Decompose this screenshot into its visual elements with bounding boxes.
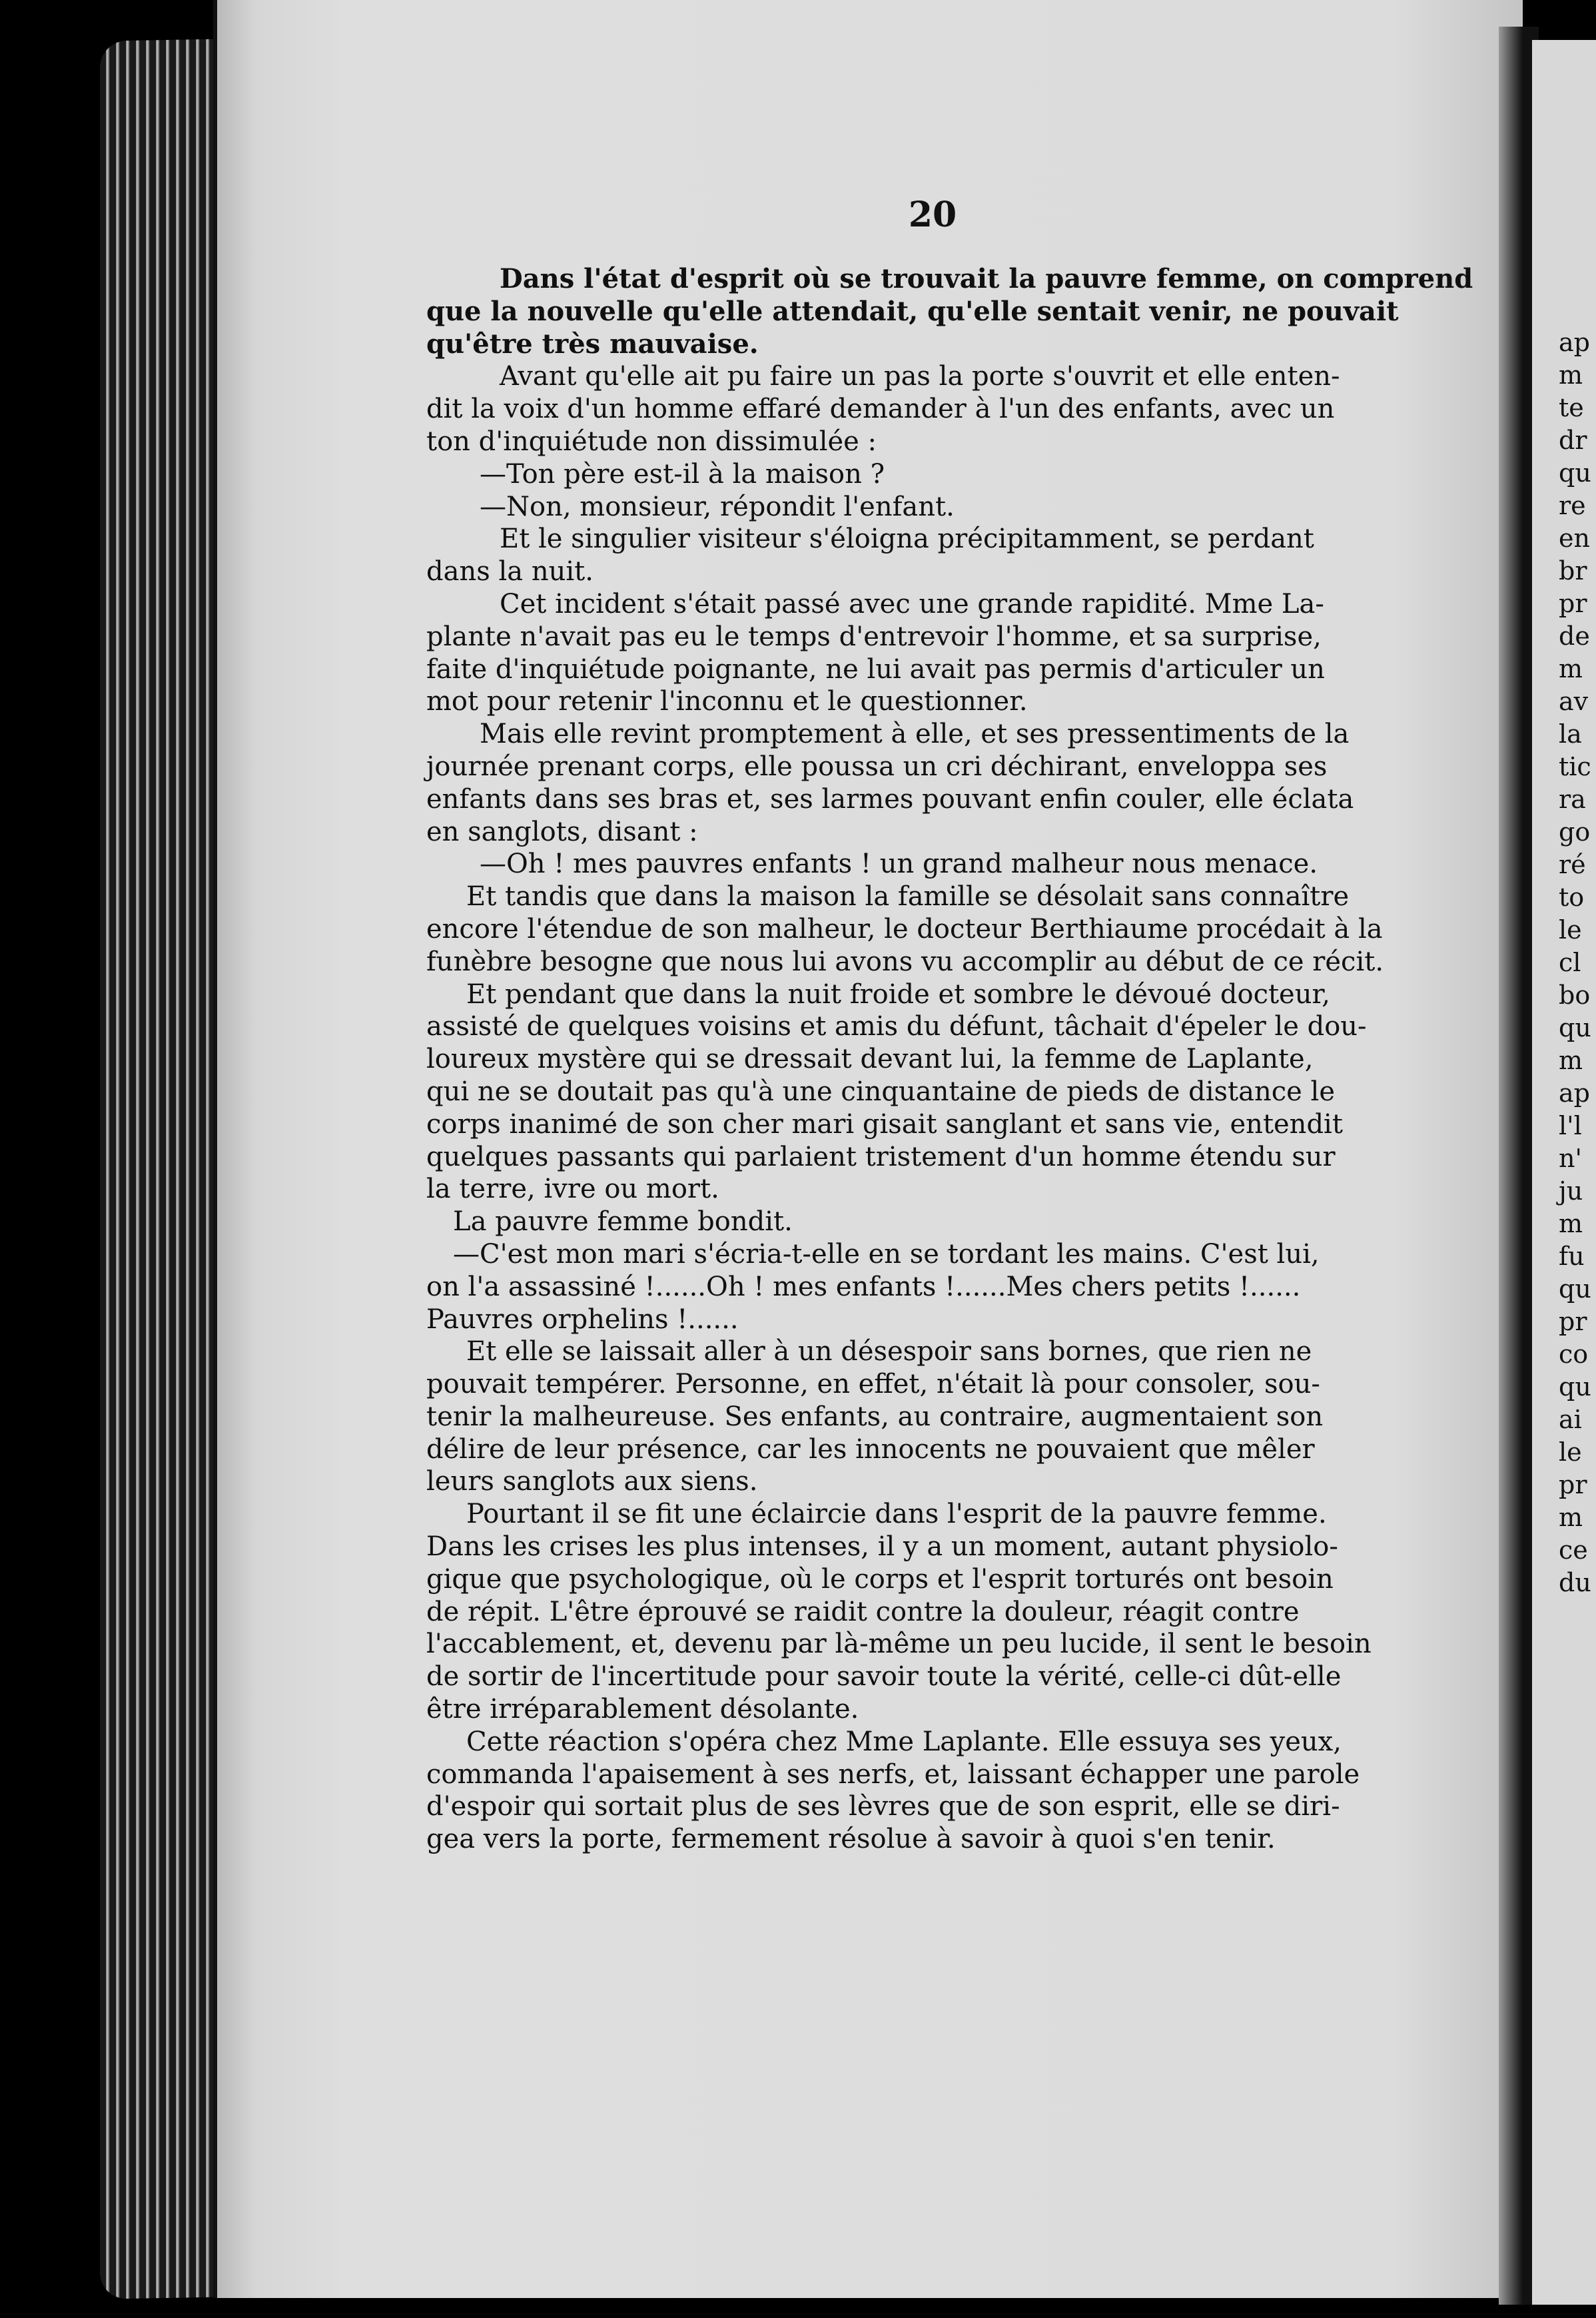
text-line: Et le singulier visiteur s'éloigna précipitamment, se perdant <box>500 524 1314 555</box>
text-line: loureux mystère qui se dressait devant lui, la femme de Laplante, <box>426 1044 1314 1075</box>
facing-page-fragment: qu <box>1559 458 1591 488</box>
text-line: qui ne se doutait pas qu'à une cinquantaine de pieds de distance le <box>426 1076 1335 1107</box>
facing-page-fragment: de <box>1559 621 1590 651</box>
facing-page-fragment: qu <box>1559 1372 1591 1401</box>
text-line: mot pour retenir l'inconnu et le questionner. <box>426 686 1028 717</box>
text-line: de répit. L'être éprouvé se raidit contre la douleur, réagit contre <box>426 1596 1300 1627</box>
text-line: on l'a assassiné !......Oh ! mes enfants !......Mes chers petits !...... <box>426 1271 1301 1302</box>
facing-page-fragment: ré <box>1559 850 1586 879</box>
text-line: de sortir de l'incertitude pour savoir toute la vérité, celle-ci dût-elle <box>426 1661 1342 1693</box>
text-line: Pauvres orphelins !...... <box>426 1304 739 1335</box>
text-line: encore l'étendue de son malheur, le docteur Berthiaume procédait à la <box>426 913 1383 945</box>
facing-page-fragment: ai <box>1559 1405 1582 1434</box>
facing-page-edge <box>1532 40 1596 2305</box>
facing-page-fragment: go <box>1559 817 1591 847</box>
facing-page-fragment: la <box>1559 719 1582 749</box>
facing-page-fragment: bo <box>1559 980 1591 1010</box>
facing-page-fragment: qu <box>1559 1013 1591 1042</box>
text-line: que la nouvelle qu'elle attendait, qu'elle sentait venir, ne pouvait <box>426 295 1399 327</box>
text-line: Et elle se laissait aller à un désespoir sans bornes, que rien ne <box>466 1336 1312 1367</box>
text-line: dit la voix d'un homme effaré demander à l'un des enfants, avec un <box>426 394 1335 425</box>
text-line: Cet incident s'était passé avec une grande rapidité. Mme La- <box>500 588 1324 619</box>
text-line: commanda l'apaisement à ses nerfs, et, laissant échapper une parole <box>426 1758 1360 1790</box>
text-line: qu'être très mauvaise. <box>426 328 759 360</box>
facing-page-fragment: en <box>1559 524 1590 553</box>
facing-page-fragment: l'l <box>1559 1111 1582 1140</box>
text-line: La pauvre femme bondit. <box>453 1206 793 1238</box>
text-line: enfants dans ses bras et, ses larmes pouvant enfin couler, elle éclata <box>426 783 1354 815</box>
text-line: tenir la malheureuse. Ses enfants, au contraire, augmentaient son <box>426 1401 1324 1432</box>
text-line: journée prenant corps, elle poussa un cri déchirant, enveloppa ses <box>426 751 1328 782</box>
facing-page-fragment: ju <box>1559 1176 1583 1206</box>
text-line: Cette réaction s'opéra chez Mme Laplante. Elle essuya ses yeux, <box>466 1726 1342 1757</box>
facing-page-fragment: du <box>1559 1568 1591 1597</box>
text-line: d'espoir qui sortait plus de ses lèvres que de son esprit, elle se diri- <box>426 1791 1340 1822</box>
text-line: gea vers la porte, fermement résolue à savoir à quoi s'en tenir. <box>426 1824 1276 1855</box>
text-line: Mais elle revint promptement à elle, et ses pressentiments de la <box>480 719 1350 750</box>
text-line: quelques passants qui parlaient tristement d'un homme étendu sur <box>426 1141 1336 1172</box>
facing-page-fragment: ap <box>1559 328 1590 357</box>
text-line: Pourtant il se fit une éclaircie dans l'esprit de la pauvre femme. <box>466 1499 1327 1530</box>
facing-page-fragment: pr <box>1559 589 1587 618</box>
text-line: —C'est mon mari s'écria-t-elle en se tordant les mains. C'est lui, <box>453 1238 1320 1270</box>
page-edge-stack <box>100 39 226 2299</box>
facing-page-fragment: m <box>1559 1046 1583 1075</box>
text-line: corps inanimé de son cher mari gisait sanglant et sans vie, entendit <box>426 1108 1343 1140</box>
text-line: faite d'inquiétude poignante, ne lui avait pas permis d'articuler un <box>426 653 1325 685</box>
text-line: pouvait tempérer. Personne, en effet, n'était là pour consoler, sou- <box>426 1369 1320 1400</box>
text-line: être irréparablement désolante. <box>426 1694 859 1725</box>
facing-page-fragment: ra <box>1559 785 1586 814</box>
text-line: Et tandis que dans la maison la famille se désolait sans connaître <box>466 881 1350 913</box>
text-line: Avant qu'elle ait pu faire un pas la porte s'ouvrit et elle enten- <box>500 361 1340 392</box>
text-line: Et pendant que dans la nuit froide et sombre le dévoué docteur, <box>466 978 1330 1010</box>
text-line: leurs sanglots aux siens. <box>426 1466 758 1497</box>
facing-page-fragment: pr <box>1559 1307 1587 1336</box>
body-text <box>426 263 1473 1856</box>
text-line: Dans l'état d'esprit où se trouvait la pauvre femme, on comprend <box>500 263 1473 294</box>
facing-page-fragment: le <box>1559 1437 1582 1467</box>
facing-page-fragment: m <box>1559 360 1583 390</box>
facing-page-fragment: te <box>1559 393 1584 422</box>
facing-page-fragment: cl <box>1559 948 1581 977</box>
facing-page-fragment: ce <box>1559 1535 1588 1565</box>
facing-page-fragment: av <box>1559 687 1589 716</box>
text-line: gique que psychologique, où le corps et l'esprit torturés ont besoin <box>426 1563 1334 1595</box>
facing-page-fragment: co <box>1559 1340 1589 1369</box>
facing-page-fragment: le <box>1559 915 1582 945</box>
text-line: assisté de quelques voisins et amis du défunt, tâchait d'épeler le dou- <box>426 1011 1367 1042</box>
text-line: délire de leur présence, car les innocents ne pouvaient que mêler <box>426 1433 1315 1465</box>
text-line: plante n'avait pas eu le temps d'entrevoir l'homme, et sa surprise, <box>426 621 1322 652</box>
text-line: dans la nuit. <box>426 556 594 587</box>
facing-page-fragment: m <box>1559 654 1583 683</box>
facing-page-fragment: dr <box>1559 426 1587 455</box>
facing-page-fragment: tic <box>1559 752 1591 781</box>
text-line: la terre, ivre ou mort. <box>426 1174 719 1205</box>
facing-page-fragment: pr <box>1559 1470 1587 1499</box>
text-line: en sanglots, disant : <box>426 816 698 847</box>
facing-page-fragment: to <box>1559 883 1585 912</box>
facing-page-fragment: ap <box>1559 1078 1590 1108</box>
text-line: —Oh ! mes pauvres enfants ! un grand malheur nous menace. <box>480 849 1318 880</box>
page-number: 20 <box>908 194 957 235</box>
text-line: ton d'inquiétude non dissimulée : <box>426 426 877 457</box>
facing-page-fragment: qu <box>1559 1274 1591 1304</box>
text-line: —Non, monsieur, répondit l'enfant. <box>480 491 955 522</box>
facing-page-fragment: br <box>1559 556 1587 585</box>
text-line: Dans les crises les plus intenses, il y a un moment, autant physiolo- <box>426 1531 1338 1563</box>
facing-page-fragment: n' <box>1559 1144 1582 1173</box>
facing-page-fragment: fu <box>1559 1242 1585 1271</box>
text-line: —Ton père est-il à la maison ? <box>480 458 885 490</box>
text-line: l'accablement, et, devenu par là-même un peu lucide, il sent le besoin <box>426 1629 1372 1660</box>
facing-page-fragment: m <box>1559 1503 1583 1532</box>
facing-page-fragment: m <box>1559 1209 1583 1238</box>
text-line: funèbre besogne que nous lui avons vu accomplir au début de ce récit. <box>426 946 1384 977</box>
facing-page-fragment: re <box>1559 491 1586 520</box>
